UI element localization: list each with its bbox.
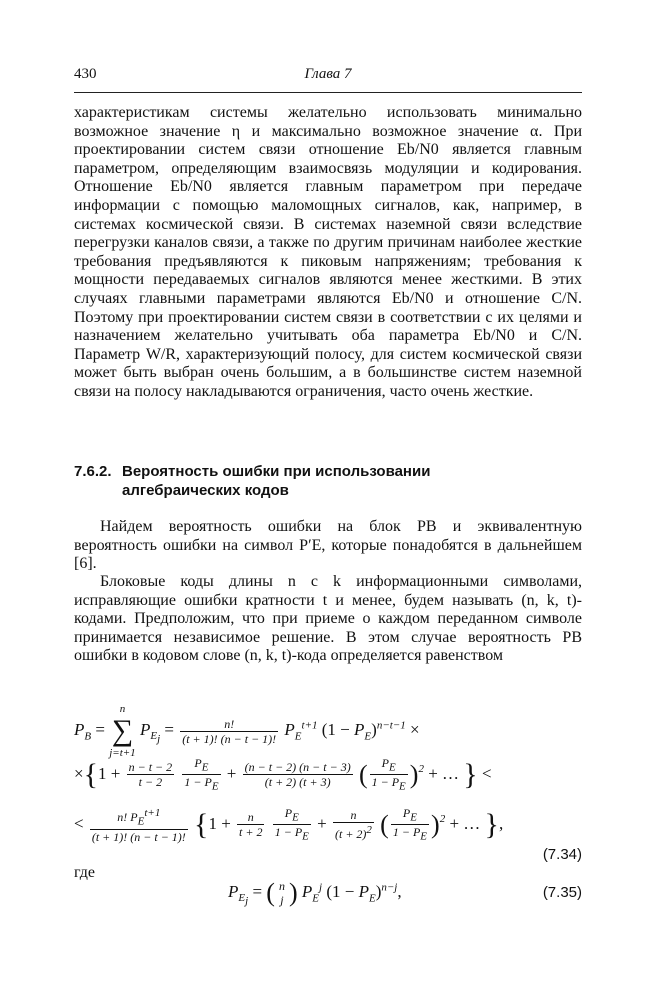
where-word: где: [74, 864, 96, 881]
section-title-line-1: Вероятность ошибки при использовании: [122, 463, 431, 480]
fraction-pe-ratio-2: $\frac{P_E}{1 - P_E}$: [371, 756, 406, 793]
fraction-term-3: $\frac{n}{t + 2}$: [239, 810, 263, 840]
fraction-pe-ratio-1: $\frac{P_E}{1 - P_E}$: [184, 756, 219, 793]
running-head: Глава 7: [304, 66, 352, 82]
equation-number-7-35: (7.35): [542, 884, 582, 901]
fraction-factorial: $\frac{n!}{(t + 1)! (n - t - 1)!}$: [182, 716, 277, 746]
body-paragraph-3: Блоковые коды длины n с k информационными символами, исправляющие ошибки кратности t и менее, будем называть (n, k, t)-кодами. Предположим, что при приеме о каждом переданном символе принимается независимое решение. В этом случае вероятность PB ошибки в кодовом слове (n, k, t)-кода определяется равенством: [74, 573, 582, 665]
equation-7-34-line-2: ×{1 + $\frac{n - t - 2}{t - 2}$ $\frac{P_E}{1 - P_E}$ + $\frac{(n - t - 2) (n - t - 3)}{(t + 2) (t + 3)}$ ( $\frac{P_E}{1 - P_E}$ )$^2$ + … } <: [74, 756, 492, 793]
body-paragraph-1: характеристикам системы желательно использовать минимально возможное значение η и максимально возможное значение α. При проектировании систем связи отношение Eb/N0 является главным параметром, определяющим взаимосвязь модуляции и кодирования. Отношение Eb/N0 является главным параметром при передаче информации с помощью маломощных сигналов, как, например, в системах космической связи. В системах наземной связи вследствие перегрузки каналов связи, а также по другим причинам наиболее жесткие требования предъявляются к пиковым напряжениям; требования к мощности передаваемых сигналов являются менее жесткими. В этих случаях главными параметрами являются Eb/N0 и отношение C/N. Поэтому при проектировании систем связи в соответствии с их целями и назначением желательно учитывать оба параметра Eb/N0 и C/N. Параметр W/R, характеризующий полосу, для систем космической связи может быть выбран очень большим, а в большинстве систем наземной связи на полосу накладываются ограничения, часто очень жесткие.: [74, 104, 582, 400]
equation-7-34-line-1: $P_B$ = n ∑ j=t+1 $P_{E_j}$ = $\frac{n!}{(t + 1)! (n - t - 1)!}$ $P_E^{t+1}$ $(1 - P_E)^{n-t-1}$ ×: [74, 703, 420, 759]
fraction-factorial-2: $\frac{n! P_E^{t+1}}{(t + 1)! (n - t - 1)!}$: [91, 807, 186, 844]
section-heading: [74, 462, 582, 500]
fraction-pe-ratio-3: $\frac{P_E}{1 - P_E}$: [274, 806, 309, 843]
section-number: 7.6.2.: [74, 463, 112, 480]
equation-7-34-line-3: < $\frac{n! P_E^{t+1}}{(t + 1)! (n - t - 1)!}$ {1 + $\frac{n}{t + 2}$ $\frac{P_E}{1 - P_E}$ + $\frac{n}{(t + 2)^2}$ ( $\frac{P_E}{1 - P_E}$ )$^2$ + … },: [74, 806, 504, 844]
equation-number-7-34: (7.34): [542, 846, 582, 863]
fraction-term-2: $\frac{(n - t - 2) (n - t - 3)}{(t + 2) (t + 3)}$: [244, 760, 351, 790]
fraction-term-1: $\frac{n - t - 2}{t - 2}$: [128, 760, 173, 790]
equation-7-35: $P_{E_j}$ = ( n j ) $P_E^j$ $(1 - P_E)^{n-j}$,: [228, 878, 402, 908]
fraction-pe-ratio-4: $\frac{P_E}{1 - P_E}$: [392, 806, 428, 843]
summation-symbol: n ∑ j=t+1: [109, 703, 136, 759]
page-header: [74, 66, 582, 88]
binomial-coefficient: n j: [278, 879, 285, 907]
header-rule: [74, 92, 582, 93]
section-title-line-2: алгебраических кодов: [122, 482, 289, 499]
page-number: 430: [74, 66, 97, 82]
body-paragraph-2: Найдем вероятность ошибки на блок PB и эквивалентную вероятность ошибки на символ P′E, которые понадобятся в дальнейшем [6].: [74, 518, 582, 573]
fraction-term-4: $\frac{n}{(t + 2)^2}$: [334, 808, 372, 842]
